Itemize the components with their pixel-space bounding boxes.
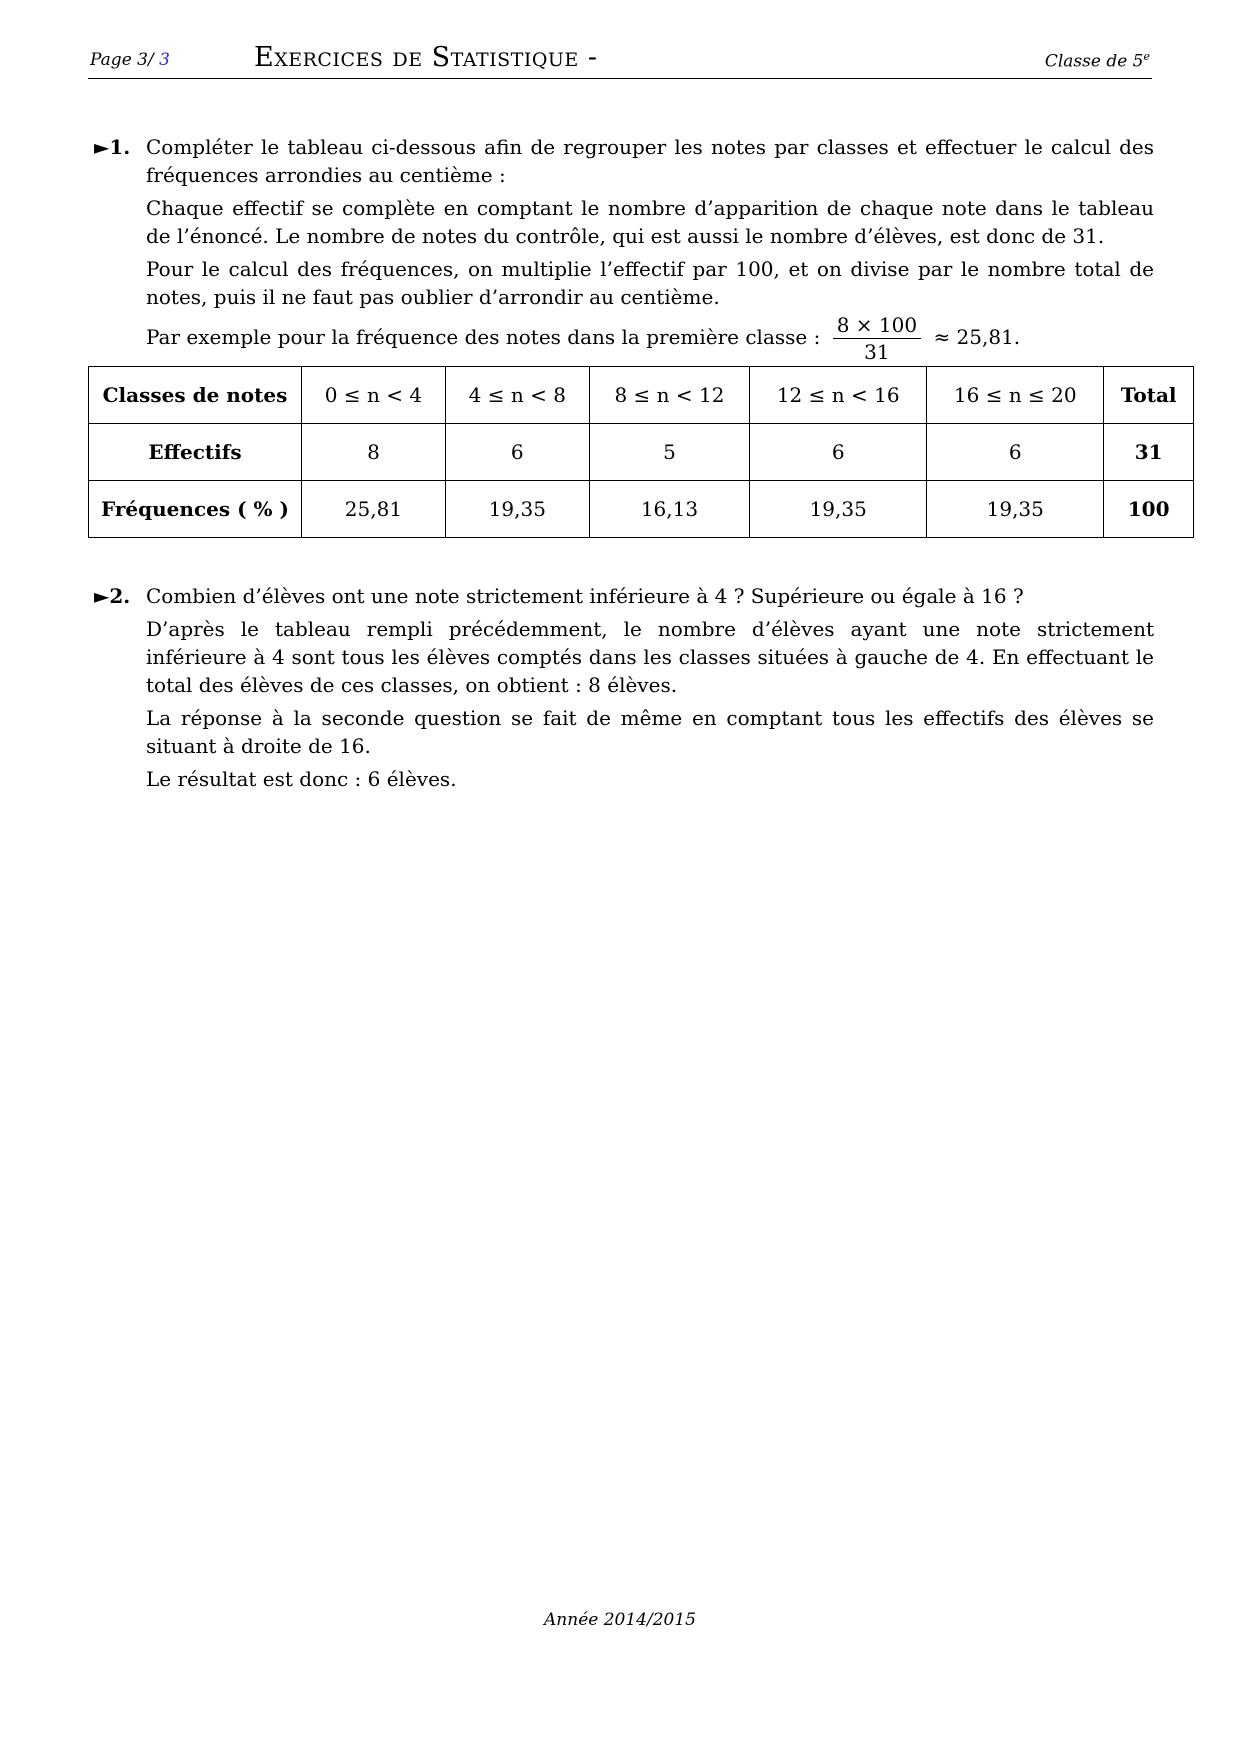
class-cell: 12 ≤ n < 16 [750, 367, 927, 424]
document-title: Exercices de Statistique - [254, 42, 598, 73]
class-cell: 8 ≤ n < 12 [589, 367, 749, 424]
exercise-2-paragraph-3: Le résultat est donc : 6 élèves. [146, 767, 457, 791]
class-cell: 0 ≤ n < 4 [302, 367, 446, 424]
exercise-2-marker: ►2. [94, 584, 131, 608]
effectif-cell: 8 [302, 424, 446, 481]
exercise-2-paragraph-2: La réponse à la seconde question se fait de même en comptant tous les effectifs des élèves se situant à droite de 16. [146, 706, 1154, 758]
example-result: ≈ 25,81. [933, 325, 1021, 349]
effectif-cell: 6 [445, 424, 589, 481]
effectif-cell: 5 [589, 424, 749, 481]
effectif-cell: 6 [750, 424, 927, 481]
frequence-cell: 19,35 [927, 481, 1104, 538]
exercise-1-question: Compléter le tableau ci-dessous afin de regrouper les notes par classes et effectuer le calcul des fréquences arrondies au centième : [146, 135, 1154, 187]
effectif-cell: 6 [927, 424, 1104, 481]
exercise-2 [94, 582, 1154, 798]
frequence-cell: 25,81 [302, 481, 446, 538]
exercise-1-marker: ►1. [94, 135, 131, 159]
exercise-1-paragraph-2: Pour le calcul des fréquences, on multiplie l’effectif par 100, et on divise par le nombre total de notes, puis il ne faut pas oublier d’arrondir au centième. [146, 257, 1154, 309]
row-header-classes: Classes de notes [89, 367, 302, 424]
row-header-effectifs: Effectifs [89, 424, 302, 481]
page-total-link[interactable]: 3 [159, 50, 170, 70]
effectif-total: 31 [1104, 424, 1194, 481]
exercise-1-example: Par exemple pour la fréquence des notes dans la première classe : $\frac{8 \times 100}{31}$ ≈ 25,81. [146, 313, 1021, 364]
exercise-1-paragraph-1: Chaque effectif se complète en comptant le nombre d’apparition de chaque note dans le tableau de l’énoncé. Le nombre de notes du contrôle, qui est aussi le nombre d’élèves, est donc de 31. [146, 196, 1154, 248]
page-number: Page 3/ 3 [90, 50, 170, 70]
page-footer: Année 2014/2015 [544, 1610, 696, 1630]
class-level: Classe de 5e [1044, 50, 1150, 72]
fraction-numerator: 8 × 100 [833, 312, 921, 339]
page-header [88, 40, 1152, 79]
frequence-cell: 19,35 [445, 481, 589, 538]
frequency-table [88, 366, 1194, 538]
class-cell: 16 ≤ n ≤ 20 [927, 367, 1104, 424]
row-header-frequences: Fréquences ( % ) [89, 481, 302, 538]
frequence-total: 100 [1104, 481, 1194, 538]
frequence-cell: 16,13 [589, 481, 749, 538]
fraction [833, 312, 921, 365]
exercise-2-question: Combien d’élèves ont une note strictement inférieure à 4 ? Supérieure ou égale à 16 ? [146, 584, 1024, 608]
table-row-effectifs [89, 424, 1194, 481]
exercise-2-paragraph-1: D’après le tableau rempli précédemment, le nombre d’élèves ayant une note strictement inférieure à 4 sont tous les élèves comptés dans les classes situées à gauche de 4. En effectuant le total des élèves de ces classes, on obtient : 8 élèves. [146, 617, 1154, 697]
table-row-classes [89, 367, 1194, 424]
exercise-1 [94, 133, 1154, 370]
class-cell: 4 ≤ n < 8 [445, 367, 589, 424]
fraction-denominator: 31 [864, 340, 890, 364]
frequence-cell: 19,35 [750, 481, 927, 538]
table-row-frequences [89, 481, 1194, 538]
total-header: Total [1104, 367, 1194, 424]
